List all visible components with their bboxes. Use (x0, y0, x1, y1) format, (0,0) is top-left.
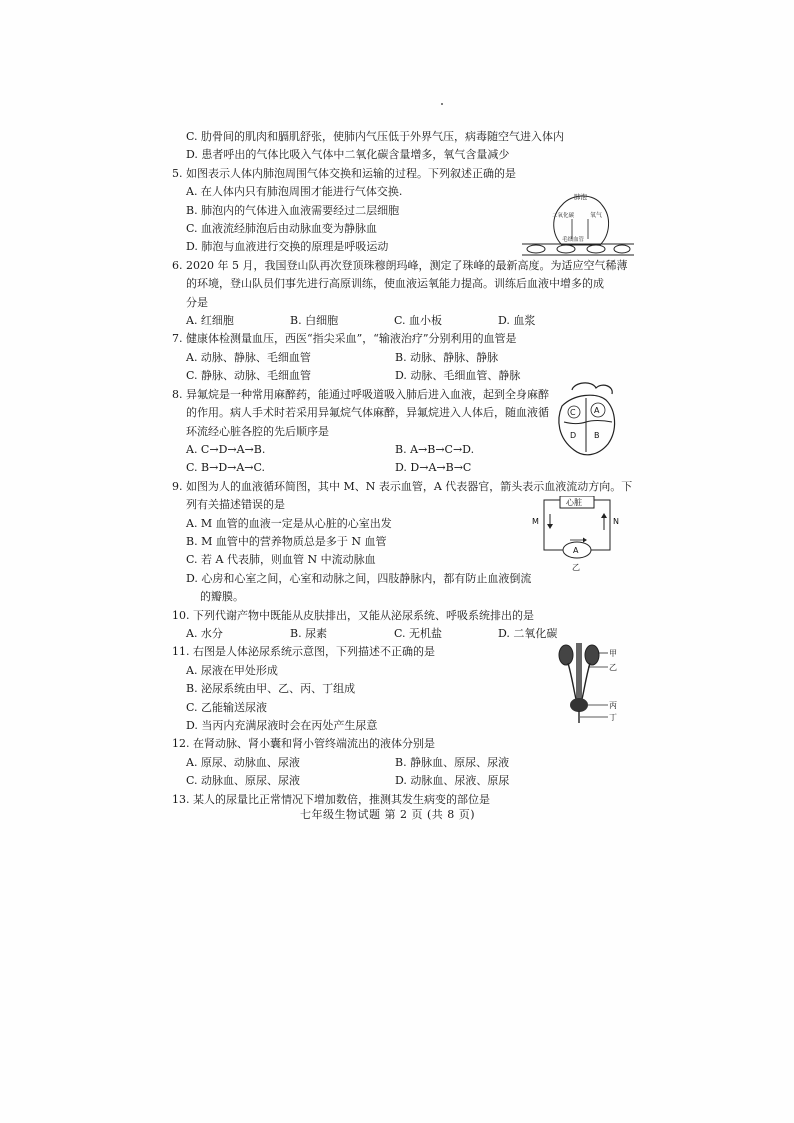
q6-option-b: B. 白细胞 (290, 314, 339, 328)
alveolus-label: 肺泡 (574, 192, 587, 201)
q6-option-d: D. 血浆 (498, 314, 536, 328)
q9-option-d-cont: 的瓣膜。 (200, 590, 244, 604)
q9-line-2: 列有关描述错误的是 (186, 498, 285, 512)
q6-line-3: 分是 (186, 295, 208, 309)
question-10 (172, 607, 632, 644)
q12-option-b: B. 静脉血、原尿、尿液 (395, 755, 510, 769)
q12-option-a: A. 原尿、动脉血、尿液 (186, 755, 300, 769)
q9-option-d: D. 心房和心室之间，心室和动脉之间，四肢静脉内，都有防止血液倒流 (186, 571, 532, 585)
q10-option-c: C. 无机盐 (394, 626, 443, 640)
q10-option-a: A. 水分 (186, 626, 223, 640)
heart-box-label: 心脏 (566, 497, 582, 507)
q8-option-d: D. D→A→B→C (395, 461, 472, 475)
q5-option-b: B. 肺泡内的气体进入血液需要经过二层细胞 (186, 203, 400, 217)
q12-option-c: C. 动脉血、原尿、尿液 (186, 774, 301, 788)
q4-option-c: C. 肋骨间的肌肉和膈肌舒张，使肺内气压低于外界气压，病毒随空气进入体内 (186, 130, 565, 143)
q12-options-row-1 (172, 754, 632, 772)
page-footer: 七年级生物试题 第 2 页 (共 8 页) (300, 808, 476, 821)
q12-stem: 12. 在肾动脉、肾小囊和肾小管终端流出的液体分别是 (172, 737, 435, 751)
q5-stem: 5. 如图表示人体内肺泡周围气体交换和运输的过程。下列叙述正确的是 (172, 166, 516, 180)
q10-option-b: B. 尿素 (290, 626, 328, 640)
q9-line-1: 9. 如图为人的血液循环简图，其中 M、N 表示血管，A 代表器官，箭头表示血液流动方向。下 (172, 479, 633, 493)
q8-line-3: 环流经心脏各腔的先后顺序是 (186, 424, 329, 438)
q7-option-d: D. 动脉、毛细血管、静脉 (395, 369, 521, 383)
q11-option-a: A. 尿液在甲处形成 (186, 663, 278, 677)
question-8 (172, 386, 632, 478)
heart-label-c: C (570, 407, 576, 417)
q13-stem: 13. 某人的尿量比正常情况下增加数倍，推测其发生病变的部位是 (172, 792, 490, 806)
q8-options-row-2 (172, 459, 632, 477)
q11-stem: 11. 右图是人体泌尿系统示意图，下列描述不正确的是 (172, 645, 435, 659)
label-ding: 丁 (609, 713, 617, 723)
q6-options (172, 312, 632, 330)
q8-option-c: C. B→D→A→C. (186, 461, 266, 475)
q6-line-1: 6. 2020 年 5 月，我国登山队再次登顶珠穆朗玛峰，测定了珠峰的最新高度。为适应空气稀薄 (172, 258, 628, 272)
q8-line-1: 8. 异氟烷是一种常用麻醉药，能通过呼吸道吸入肺后进入血液，起到全身麻醉 (172, 387, 549, 401)
label-yi: 乙 (609, 663, 617, 673)
q7-option-b: B. 动脉、静脉、静脉 (395, 350, 499, 364)
label-jia: 甲 (609, 649, 617, 659)
heart-label-b: B (594, 430, 600, 440)
co2-label: 二氧化碳 (552, 212, 575, 219)
q5-option-a: A. 在人体内只有肺泡周围才能进行气体交换. (186, 185, 403, 199)
vessel-n-label: N (613, 516, 619, 526)
q6-option-c: C. 血小板 (394, 314, 443, 328)
label-bing: 丙 (609, 701, 617, 711)
q4-option-d: D. 患者呼出的气体比吸入气体中二氧化碳含量增多，氧气含量减少 (186, 148, 510, 162)
heart-label-d: D (570, 430, 577, 440)
q10-option-d: D. 二氧化碳 (498, 626, 558, 640)
q11-option-c: C. 乙能输送尿液 (186, 700, 268, 714)
q10-stem: 10. 下列代谢产物中既能从皮肤排出，又能从泌尿系统、呼吸系统排出的是 (172, 608, 534, 622)
q5-option-d: D. 肺泡与血液进行交换的原理是呼吸运动 (186, 240, 389, 254)
q12-options-row-2 (172, 772, 632, 790)
capillary-label: 毛细血管 (562, 236, 585, 243)
vessel-m-label: M (532, 516, 539, 526)
o2-label: 氧气 (590, 211, 603, 219)
question-7 (172, 330, 632, 385)
q7-option-a: A. 动脉、静脉、毛细血管 (186, 350, 311, 364)
q6-line-2: 的环境，登山队员们事先进行高原训练，使血液运氧能力提高。训练后血液中增多的成 (186, 277, 604, 291)
q11-option-b: B. 泌尿系统由甲、乙、丙、丁组成 (186, 682, 356, 696)
heart-diagram (552, 380, 622, 460)
q9-option-a: A. M 血管的血液一定是从心脏的心室出发 (186, 516, 392, 530)
urinary-system-diagram (552, 641, 632, 725)
q11-option-d: D. 当丙内充满尿液时会在丙处产生尿意 (186, 719, 378, 732)
heart-label-a: A (594, 405, 600, 415)
q12-option-d: D. 动脉血、尿液、原尿 (395, 774, 510, 788)
q9-option-c: C. 若 A 代表肺，则血管 N 中流动脉血 (186, 553, 376, 567)
q8-option-a: A. C→D→A→B. (186, 442, 266, 456)
q8-option-b: B. A→B→C→D. (395, 442, 475, 456)
q5-option-c: C. 血液流经肺泡后由动脉血变为静脉血 (186, 222, 378, 236)
question-12 (172, 735, 632, 790)
circulation-diagram (530, 496, 624, 574)
question-6 (172, 257, 632, 331)
q6-option-a: A. 红细胞 (186, 314, 234, 328)
q8-line-2: 的作用。病人手术时若采用异氟烷气体麻醉，异氟烷进入人体后，随血液循 (186, 406, 549, 420)
scan-speck (441, 103, 443, 105)
q7-options-row-1 (172, 349, 632, 367)
organ-a-label: A (573, 545, 579, 555)
figure-yi-label: 乙 (572, 562, 580, 572)
alveolus-diagram (522, 187, 634, 257)
q7-option-c: C. 静脉、动脉、毛细血管 (186, 369, 312, 383)
question-9 (172, 478, 632, 607)
question-11 (172, 643, 632, 735)
question-5 (172, 165, 632, 257)
q9-option-b: B. M 血管中的营养物质总是多于 N 血管 (186, 534, 387, 548)
q7-stem: 7. 健康体检测量血压，西医“指尖采血”，“输液治疗”分别利用的血管是 (172, 332, 517, 346)
question-list (172, 128, 632, 809)
